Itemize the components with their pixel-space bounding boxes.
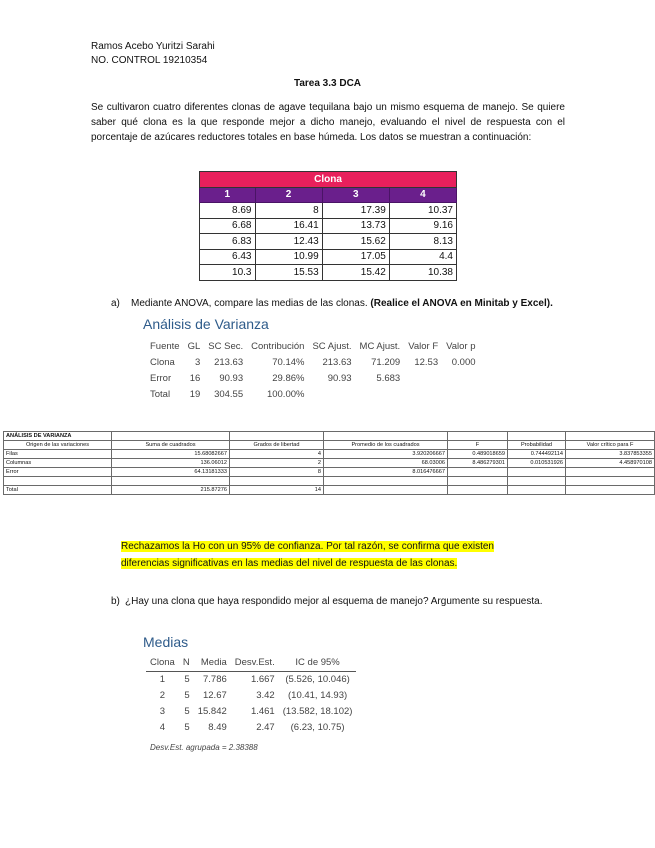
clona-col-header: 3 — [322, 187, 389, 203]
table-row — [146, 719, 356, 735]
column-header: SC Ajust. — [312, 340, 352, 352]
table-cell — [448, 477, 508, 486]
table-cell: 0.010531926 — [508, 459, 566, 468]
column-header: Clona — [146, 655, 179, 671]
table-cell: 213.63 — [322, 356, 352, 368]
column-header: Suma de cuadrados — [112, 441, 230, 450]
table-cell — [404, 370, 442, 386]
table-cell — [324, 477, 448, 486]
table-row — [200, 203, 457, 219]
table-row — [200, 218, 457, 234]
conclusion-block — [121, 538, 494, 572]
table-row — [146, 386, 480, 402]
table-cell: 5 — [184, 721, 190, 733]
question-b-text: ¿Hay una clona que haya respondido mejor al esquema de manejo? Argumente su respuesta. — [125, 596, 543, 607]
table-cell: 5 — [184, 705, 190, 717]
table-cell — [566, 477, 655, 486]
column-header: SC Sec. — [208, 340, 244, 352]
column-header: F — [448, 441, 508, 450]
column-header: Valor crítico para F — [566, 441, 655, 450]
table-cell: 14 — [230, 486, 324, 495]
table-cell: 19 — [189, 388, 201, 400]
table-header-row — [146, 338, 480, 354]
table-cell: 215.87276 — [112, 486, 230, 495]
table-row — [146, 687, 356, 703]
table-cell: 9.16 — [389, 218, 456, 234]
author-name: Ramos Acebo Yuritzi Sarahi — [91, 41, 215, 52]
table-cell: 68.03006 — [324, 459, 448, 468]
column-header: N — [179, 655, 194, 671]
question-a — [111, 298, 553, 309]
table-cell: 0.000 — [451, 356, 476, 368]
table-row — [200, 265, 457, 281]
table-cell: 12.43 — [255, 234, 322, 250]
table-cell: Total — [4, 486, 112, 495]
table-cell: 3 — [194, 356, 201, 368]
table-cell — [566, 468, 655, 477]
column-header: Fuente — [150, 340, 180, 352]
clona-col-header: 1 — [200, 187, 256, 203]
clona-col-header: 4 — [389, 187, 456, 203]
table-cell — [448, 468, 508, 477]
table-cell: 3.837853355 — [566, 450, 655, 459]
column-header: Valor p — [446, 340, 476, 352]
table-cell: 15.842 — [197, 705, 227, 717]
table-cell: 12.67 — [202, 689, 227, 701]
table-row — [146, 703, 356, 719]
table-cell: 5 — [184, 689, 190, 701]
table-cell: (6.23, 10.75) — [290, 721, 345, 733]
table-cell: 71.209 — [371, 356, 401, 368]
table-cell — [4, 477, 112, 486]
table-cell: Total — [150, 388, 171, 400]
table-cell: Clona — [150, 356, 175, 368]
table-cell — [112, 477, 230, 486]
column-header: Contribución — [251, 340, 305, 352]
table-cell: 70.14% — [272, 356, 305, 368]
conclusion-line-1: Rechazamos la Ho con un 95% de confianza. Por tal razón, se confirma que existen — [121, 541, 494, 552]
table-header-row — [4, 441, 655, 450]
means-title: Medias — [143, 634, 189, 650]
table-cell: Columnas — [4, 459, 112, 468]
table-cell: 17.39 — [322, 203, 389, 219]
author-block — [91, 40, 215, 68]
column-header: Media — [194, 655, 231, 671]
question-b — [111, 594, 565, 609]
table-cell: 8.016476667 — [324, 468, 448, 477]
question-a-text: Mediante ANOVA, compare las medias de las clonas. — [131, 298, 368, 309]
means-table — [146, 655, 356, 735]
table-cell: 5.683 — [376, 372, 401, 384]
table-cell: 16 — [189, 372, 201, 384]
table-cell: 6.68 — [200, 218, 256, 234]
table-row — [200, 249, 457, 265]
table-cell: 1.667 — [250, 673, 275, 685]
table-cell: 15.53 — [255, 265, 322, 281]
table-cell: 2 — [159, 689, 166, 701]
minitab-anova-table — [146, 338, 480, 402]
table-cell — [508, 486, 566, 495]
table-cell — [508, 477, 566, 486]
table-cell — [566, 486, 655, 495]
table-cell: 3.920206667 — [324, 450, 448, 459]
table-cell — [324, 486, 448, 495]
table-cell: 0.489018659 — [448, 450, 508, 459]
intro-paragraph: Se cultivaron cuatro diferentes clonas de agave tequilana bajo un mismo esquema de manejo. Se quiere saber qué clona es la que responde mejor a dicho manejo, evaluando el nivel de respuesta con el porcentaje de azúcares reductores totales en base húmeda. Los datos se muestran a continuación: — [91, 102, 565, 143]
table-cell: 12.53 — [414, 356, 439, 368]
document-title: Tarea 3.3 DCA — [293, 78, 362, 89]
table-row — [146, 354, 480, 370]
table-cell: 8 — [255, 203, 322, 219]
column-header: Origen de las variaciones — [4, 441, 112, 450]
table-cell: 0.744492114 — [508, 450, 566, 459]
table-cell: 10.3 — [200, 265, 256, 281]
table-cell: 4.458970108 — [566, 459, 655, 468]
table-cell: 5 — [184, 673, 190, 685]
table-cell: 17.05 — [322, 249, 389, 265]
table-cell: 15.42 — [322, 265, 389, 281]
table-cell: 6.83 — [200, 234, 256, 250]
pooled-stdev: Desv.Est. agrupada = 2.38388 — [150, 743, 258, 752]
excel-anova-table — [3, 431, 655, 495]
table-cell: 100.00% — [266, 388, 305, 400]
table-cell: 10.38 — [389, 265, 456, 281]
clona-data-table — [199, 171, 457, 281]
table-row — [4, 468, 655, 477]
table-cell: 15.68082667 — [112, 450, 230, 459]
question-a-bold: (Realice el ANOVA en Minitab y Excel). — [370, 298, 553, 309]
excel-anova-title: ANÁLISIS DE VARIANZA — [4, 432, 112, 441]
table-cell: 2.47 — [256, 721, 275, 733]
clona-header-row — [200, 187, 457, 203]
column-header: Desv.Est. — [231, 655, 279, 671]
table-cell — [230, 477, 324, 486]
table-cell: 8.486279301 — [448, 459, 508, 468]
table-cell: 7.786 — [202, 673, 227, 685]
table-cell: (5.526, 10.046) — [285, 673, 350, 685]
table-row — [4, 450, 655, 459]
table-cell — [442, 370, 479, 386]
table-cell: 10.99 — [255, 249, 322, 265]
table-header-row — [146, 655, 356, 671]
minitab-anova-title: Análisis de Varianza — [143, 316, 269, 332]
column-header: MC Ajust. — [359, 340, 401, 352]
table-row — [146, 370, 480, 386]
table-cell: 3.42 — [256, 689, 275, 701]
table-cell: 4 — [230, 450, 324, 459]
table-cell: 8.13 — [389, 234, 456, 250]
excel-title-row — [4, 432, 655, 441]
table-cell: 29.86% — [272, 372, 305, 384]
table-cell: Filas — [4, 450, 112, 459]
conclusion-line-2: diferencias significativas en las medias del nivel de respuesta de las clonas. — [121, 558, 458, 569]
table-cell: 3 — [159, 705, 166, 717]
table-cell: 90.93 — [327, 372, 352, 384]
table-cell: 8 — [230, 468, 324, 477]
table-cell: 1.461 — [250, 705, 275, 717]
table-row — [4, 477, 655, 486]
column-header: Valor F — [408, 340, 439, 352]
table-cell: 13.73 — [322, 218, 389, 234]
table-cell: Error — [150, 372, 172, 384]
column-header: GL — [187, 340, 201, 352]
table-cell: 8.49 — [208, 721, 227, 733]
table-row — [4, 459, 655, 468]
table-cell: 10.37 — [389, 203, 456, 219]
table-row — [4, 486, 655, 495]
table-cell: 136.06012 — [112, 459, 230, 468]
table-cell: 64.13181333 — [112, 468, 230, 477]
table-cell: 2 — [230, 459, 324, 468]
table-cell: Error — [4, 468, 112, 477]
table-cell: (10.41, 14.93) — [288, 689, 348, 701]
table-cell: 6.43 — [200, 249, 256, 265]
table-cell — [508, 468, 566, 477]
column-header: Probabilidad — [508, 441, 566, 450]
question-b-label: b) — [111, 596, 120, 607]
table-cell: 16.41 — [255, 218, 322, 234]
clona-table-title: Clona — [200, 172, 457, 188]
table-cell: 213.63 — [214, 356, 244, 368]
table-cell: 4 — [159, 721, 166, 733]
table-cell: 8.69 — [200, 203, 256, 219]
clona-col-header: 2 — [255, 187, 322, 203]
table-cell — [308, 386, 355, 402]
table-cell: (13.582, 18.102) — [282, 705, 353, 717]
table-cell — [442, 386, 479, 402]
table-cell: 4.4 — [389, 249, 456, 265]
table-cell: 304.55 — [214, 388, 244, 400]
table-row — [146, 671, 356, 687]
column-header: Grados de libertad — [230, 441, 324, 450]
table-cell: 1 — [159, 673, 166, 685]
table-cell — [404, 386, 442, 402]
table-row — [200, 234, 457, 250]
column-header: IC de 95% — [279, 655, 357, 671]
table-cell — [356, 386, 405, 402]
question-a-label: a) — [111, 298, 120, 309]
table-cell — [448, 486, 508, 495]
column-header: Promedio de los cuadrados — [324, 441, 448, 450]
control-number: NO. CONTROL 19210354 — [91, 55, 208, 66]
table-cell: 90.93 — [219, 372, 244, 384]
table-cell: 15.62 — [322, 234, 389, 250]
